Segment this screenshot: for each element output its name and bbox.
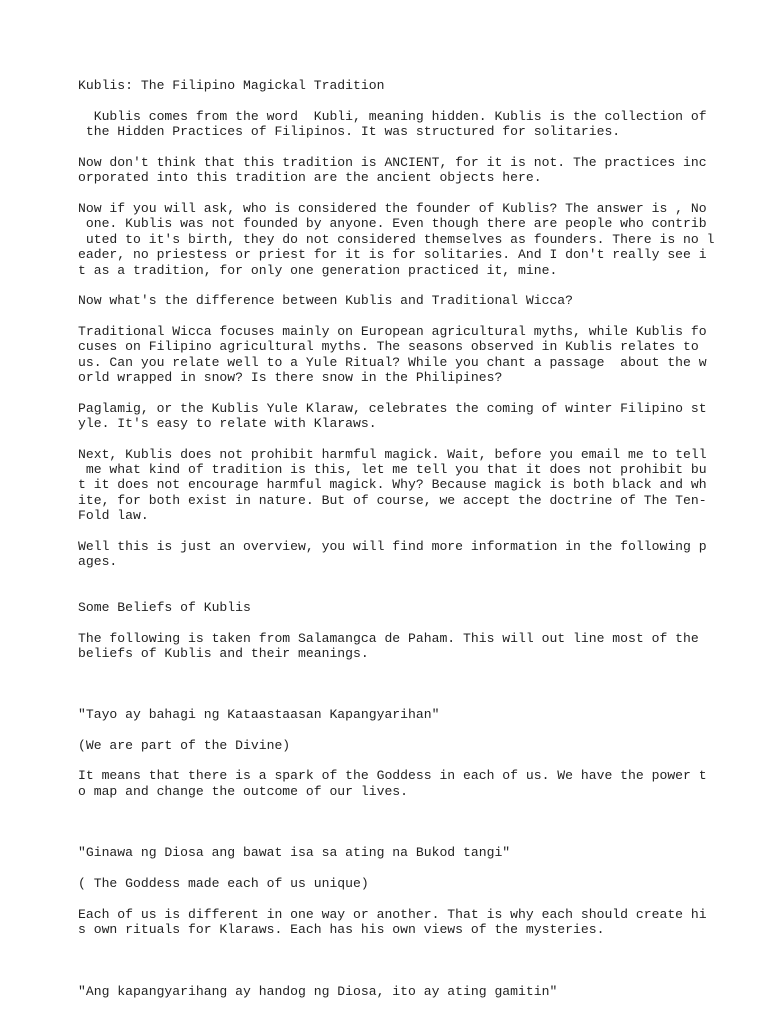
paragraph-line: uted to it's birth, they do not considered themselves as founders. There is no l	[78, 232, 715, 247]
paragraph-line: yle. It's easy to relate with Klaraws.	[78, 416, 377, 431]
paragraph-line: t as a tradition, for only one generation practiced it, mine.	[78, 263, 558, 278]
paragraph-line: Now what's the difference between Kublis and Traditional Wicca?	[78, 293, 574, 308]
paragraph-line: t it does not encourage harmful magick. Why? Because magick is both black and wh	[78, 477, 707, 492]
belief-translation: ( The Goddess made each of us unique)	[78, 876, 369, 891]
paragraph-line: us. Can you relate well to a Yule Ritual? While you chant a passage about the w	[78, 355, 707, 370]
belief-quote: "Ang kapangyarihang ay handog ng Diosa, ito ay ating gamitin"	[78, 984, 558, 999]
paragraph-line: orporated into this tradition are the ancient objects here.	[78, 170, 542, 185]
paragraph-line: ite, for both exist in nature. But of course, we accept the doctrine of The Ten-	[78, 493, 707, 508]
paragraph-line: Each of us is different in one way or another. That is why each should create hi	[78, 907, 707, 922]
paragraph-line: beliefs of Kublis and their meanings.	[78, 646, 369, 661]
paragraph-line: Traditional Wicca focuses mainly on European agricultural myths, while Kublis fo	[78, 324, 707, 339]
paragraph-line: the Hidden Practices of Filipinos. It was structured for solitaries.	[78, 124, 621, 139]
belief-quote: "Ginawa ng Diosa ang bawat isa sa ating na Bukod tangi"	[78, 845, 511, 860]
paragraph-line: ages.	[78, 554, 118, 569]
section-heading: Some Beliefs of Kublis	[78, 600, 251, 615]
paragraph-line: It means that there is a spark of the Goddess in each of us. We have the power t	[78, 768, 707, 783]
paragraph-line: Next, Kublis does not prohibit harmful magick. Wait, before you email me to tell	[78, 447, 707, 462]
paragraph-line: Kublis comes from the word Kubli, meaning hidden. Kublis is the collection of	[78, 109, 707, 124]
paragraph-line: Fold law.	[78, 508, 149, 523]
paragraph-line: Now don't think that this tradition is ANCIENT, for it is not. The practices inc	[78, 155, 707, 170]
belief-quote: "Tayo ay bahagi ng Kataastaasan Kapangyarihan"	[78, 707, 440, 722]
paragraph-line: one. Kublis was not founded by anyone. Even though there are people who contrib	[78, 216, 707, 231]
paragraph-line: Paglamig, or the Kublis Yule Klaraw, celebrates the coming of winter Filipino st	[78, 401, 707, 416]
paragraph-line: cuses on Filipino agricultural myths. The seasons observed in Kublis relates to	[78, 339, 699, 354]
paragraph-line: s own rituals for Klaraws. Each has his own views of the mysteries.	[78, 922, 605, 937]
paragraph-line: orld wrapped in snow? Is there snow in the Philipines?	[78, 370, 503, 385]
paragraph-line: eader, no priestess or priest for it is for solitaries. And I don't really see i	[78, 247, 707, 262]
paragraph-line: me what kind of tradition is this, let me tell you that it does not prohibit bu	[78, 462, 707, 477]
paragraph-line: The following is taken from Salamangca de Paham. This will out line most of the	[78, 631, 699, 646]
paragraph-line: Now if you will ask, who is considered the founder of Kublis? The answer is , No	[78, 201, 707, 216]
document-title: Kublis: The Filipino Magickal Tradition	[78, 78, 385, 93]
paragraph-line: Well this is just an overview, you will find more information in the following p	[78, 539, 707, 554]
paragraph-line: o map and change the outcome of our lives.	[78, 784, 409, 799]
belief-translation: (We are part of the Divine)	[78, 738, 291, 753]
